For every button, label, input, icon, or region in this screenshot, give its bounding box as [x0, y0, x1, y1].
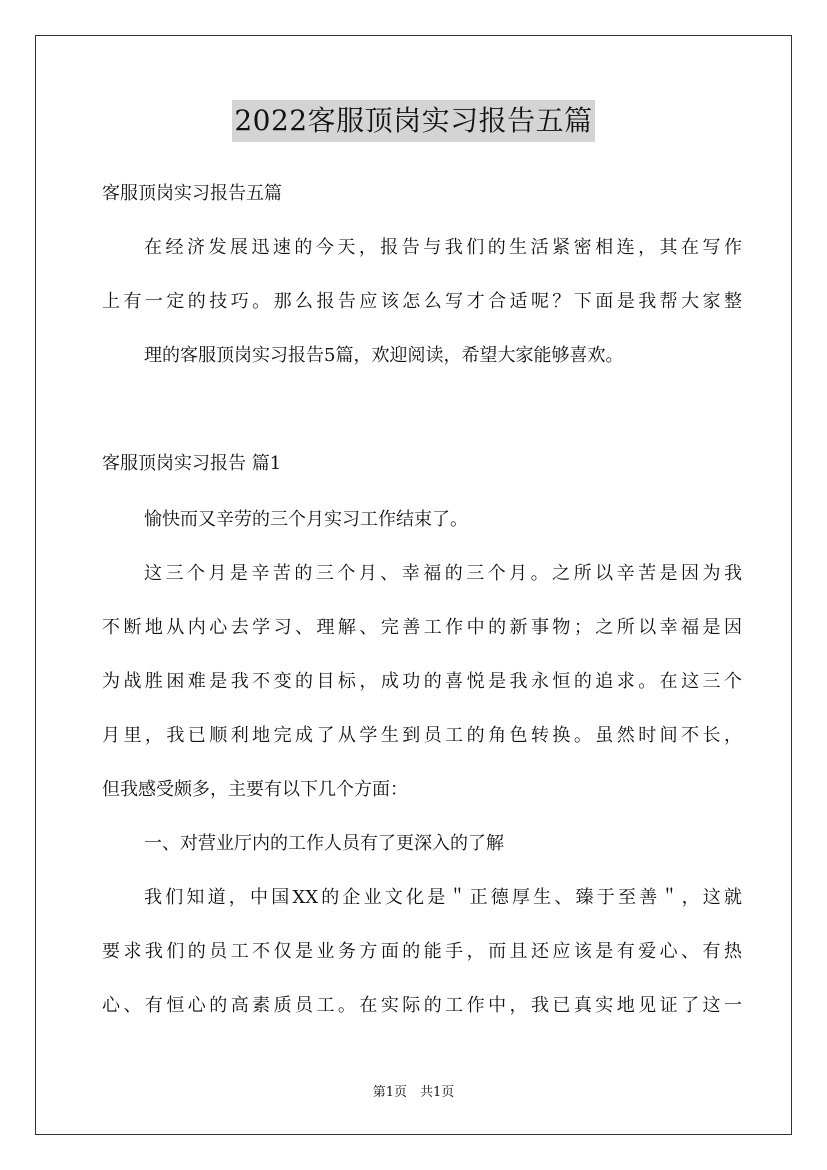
document-subtitle: 客服顶岗实习报告五篇	[102, 183, 282, 204]
section-p2-line-4: 月里，我已顺利地完成了从学生到员工的角色转换。虽然时间不长，	[102, 725, 742, 746]
section-p2-line-5: 但我感受颇多，主要有以下几个方面：	[102, 779, 408, 800]
section-p2-line-3: 为战胜困难是我不变的目标，成功的喜悦是我永恒的追求。在这三个	[102, 671, 742, 692]
intro-line-2: 上有一定的技巧。那么报告应该怎么写才合适呢？下面是我帮大家整	[102, 291, 742, 312]
section-paragraph-1: 愉快而又辛劳的三个月实习工作结束了。	[144, 509, 468, 530]
title-container	[0, 100, 827, 142]
subheading: 一、对营业厅内的工作人员有了更深入的了解	[144, 833, 504, 854]
document-title: 2022客服顶岗实习报告五篇	[232, 100, 594, 142]
section-p2-line-2: 不断地从内心去学习、理解、完善工作中的新事物；之所以幸福是因	[102, 617, 742, 638]
section-p3-line-1: 我们知道，中国XX的企业文化是＂正德厚生、臻于至善＂，这就	[144, 887, 742, 908]
section-p2-line-1: 这三个月是辛苦的三个月、幸福的三个月。之所以辛苦是因为我	[144, 563, 742, 584]
section-p3-line-2: 要求我们的员工不仅是业务方面的能手，而且还应该是有爱心、有热	[102, 941, 742, 962]
section-heading: 客服顶岗实习报告 篇1	[102, 453, 282, 474]
intro-line-1: 在经济发展迅速的今天，报告与我们的生活紧密相连，其在写作	[144, 237, 742, 258]
intro-line-3: 理的客服顶岗实习报告5篇，欢迎阅读，希望大家能够喜欢。	[144, 345, 624, 366]
section-p3-line-3: 心、有恒心的高素质员工。在实际的工作中，我已真实地见证了这一	[102, 995, 742, 1016]
page-footer: 第1页 共1页	[372, 1085, 455, 1100]
